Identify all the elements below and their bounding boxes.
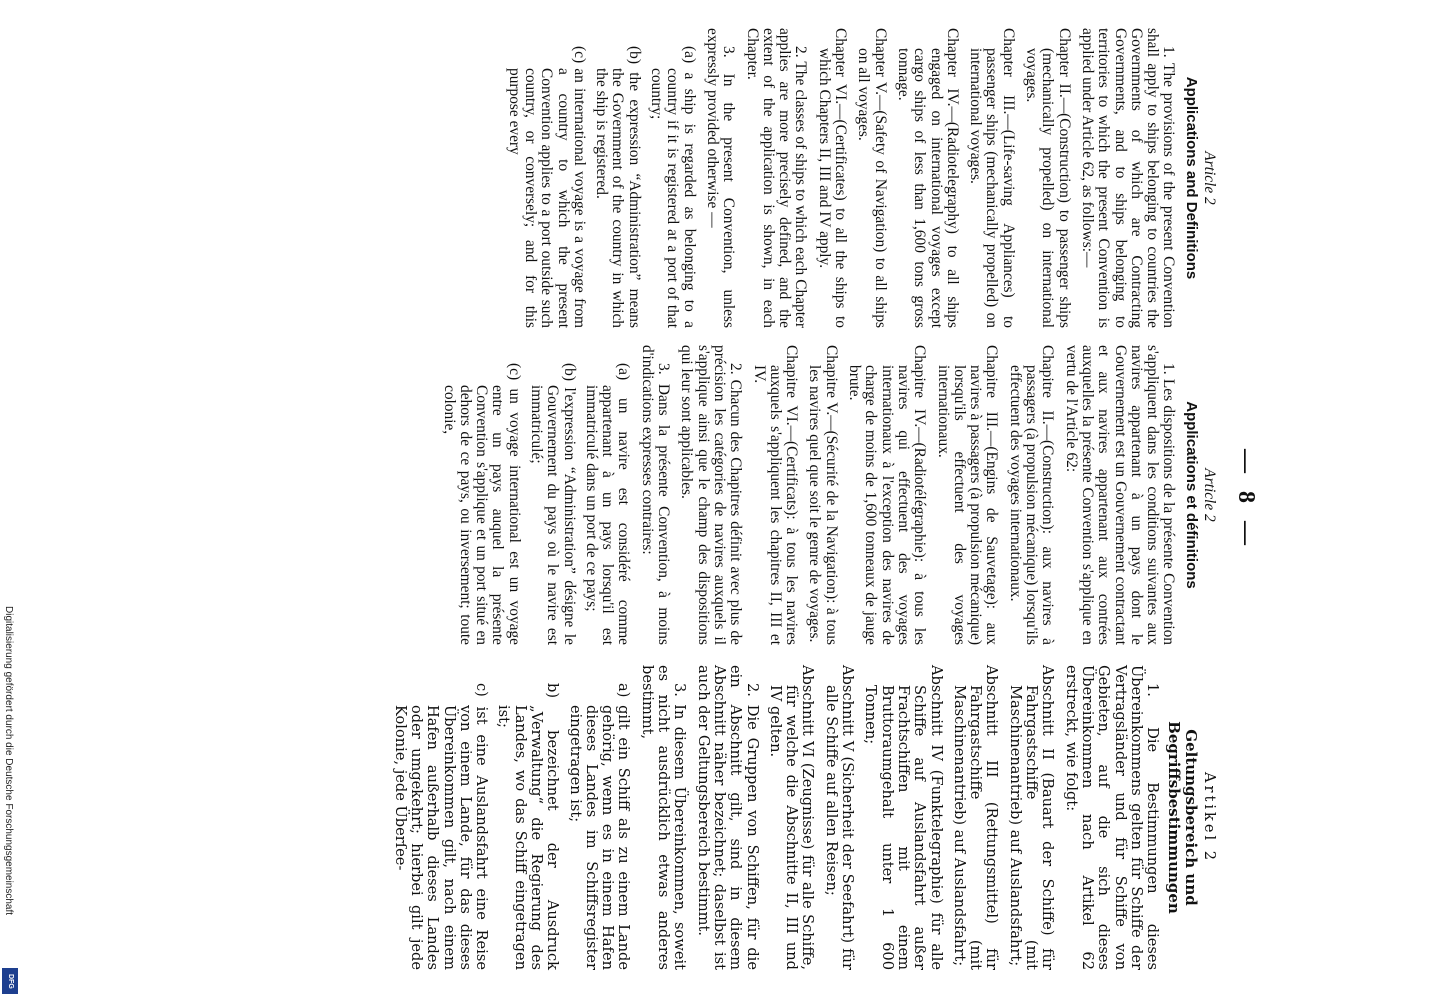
fr-item-b: (b) l'expression “Administration” désigne le Gouvernement du pays où le navire est immatriculé;	[528, 363, 578, 645]
en-item-b: (b) the expression “Administration” means the Government of the country in which the ship is registered.	[593, 46, 643, 328]
dfg-logo: DFG	[2, 968, 18, 994]
fr-item-a: (a) un navire est considéré comme appartenant à un pays lorsqu'il est immatriculé dans un port de ce pays;	[582, 363, 633, 645]
en-item-c: (c) an international voyage is a voyage from a country to which the present Convention applies to a port outside such country, or conversely; and for this purpose every	[505, 46, 588, 328]
page-number: — 8 —	[1233, 449, 1259, 551]
en-chapter-2: Chapter II.—(Construction) to passenger ships (mechanically propelled) on international voyages.	[1023, 28, 1073, 328]
fr-paragraph-1: 1. Les dispositions de la présente Convention s'appliquent dans les conditions suivantes aux navires appartenant à un pays dont le Gouvernement est un Gouvernement contractant et aux navires appartenant aux contrées auxquelles la présente Convention s'applique en vertu de l'Article 62:	[1062, 345, 1178, 645]
german-column	[385, 665, 1217, 970]
rotated-page-content	[167, 0, 1267, 1000]
fr-chapter-5: Chapitre V.—(Sécurité de la Navigation): à tous les navires quel que soit le genre de voyages.	[806, 345, 840, 645]
english-column	[499, 28, 1217, 328]
digitization-credit	[2, 606, 20, 996]
de-article-title: Artikel 2	[1201, 771, 1218, 864]
fr-paragraph-2: 2. Chacun des Chapitres définit avec plus de précision les catégories de navires auxquels il s'applique ainsi que le champ des dispositions qui leur sont applicables.	[678, 345, 745, 645]
de-paragraph-1: 1. Die Bestimmungen dieses Übereinkommens gelten für Schiffe der Vertragsländer und für Schiffe von Gebieten, auf die sich dieses Übereinkommen nach Artikel 62 erstreckt, wie folgt:	[1062, 665, 1162, 970]
de-item-b: b) bezeichnet der Ausdruck „Verwaltung“ die Regierung des Landes, wo das Schiff eingetragen ist;	[495, 683, 562, 970]
fr-chapter-3: Chapitre III.—(Engins de Sauvetage): aux navires à passagers (à propulsion mécanique) lorsqu'ils effectuent des voyages internationaux.	[934, 345, 1001, 645]
de-chapter-3: Abschnitt III (Rettungsmittel) für Fahrgastschiffe (mit Maschinenantrieb) auf Auslandsfahrt;	[950, 665, 1001, 970]
en-item-a: (a) a ship is regarded as belonging to a country if it is registered at a port of that country;	[648, 46, 698, 328]
en-paragraph-1: 1. The provisions of the present Convention shall apply to ships belonging to countries the Governments of which are Contracting Governments, and to ships belonging to territories to which the present Convention is applied under Article 62, as follows:—	[1078, 28, 1178, 328]
en-chapter-5: Chapter V.—(Safety of Navigation) to all ships on all voyages.	[855, 28, 889, 328]
de-item-a: a) gilt ein Schiff als zu einem Lande gehörig, wenn es in einem Hafen dieses Landes im Schiffsregister eingetragen ist;	[566, 683, 633, 970]
de-paragraph-3: 3. In diesem Übereinkommen, soweit es nicht ausdrücklich etwas anderes bestimmt,	[638, 665, 689, 970]
en-heading: Applications and Definitions	[1182, 76, 1200, 280]
de-paragraph-2: 2. Die Gruppen von Schiffen, für die ein Abschnitt gilt, sind in diesem Abschnitt näher bezeichnet; daselbst ist auch der Geltungsbereich bestimmt.	[694, 665, 761, 970]
de-chapter-5: Abschnitt V (Sicherheit der Seefahrt) für alle Schiffe auf allen Reisen;	[822, 665, 857, 970]
en-article-title: Article 2	[1201, 151, 1218, 205]
fr-chapter-2: Chapitre II.—(Construction): aux navires à passagers (à propulsion mécanique) lorsqu'ils effectuent des voyages internationaux.	[1006, 345, 1057, 645]
fr-item-c: (c) un voyage international est un voyage entre un pays auquel la présente Convention s'applique et un port situé en dehors de ce pays, ou inversement; toute colonie,	[440, 363, 523, 645]
en-chapter-6: Chapter VI.—(Certificates) to all the ships to which Chapters II, III and IV apply.	[815, 28, 850, 328]
fr-heading: Applications et définitions	[1182, 401, 1200, 589]
en-paragraph-3: 3. In the present Convention, unless expressly provided otherwise —	[703, 28, 738, 328]
en-chapter-3: Chapter III.—(Life-saving Appliances) to passenger ships (mechanically propelled) on international voyages.	[967, 28, 1017, 328]
de-chapter-6: Abschnitt VI (Zeugnisse) für alle Schiffe, für welche die Abschnitte II, III und IV gelten.	[766, 665, 817, 970]
de-heading: Geltungsbereich und Begriffsbestimmungen	[1165, 721, 1200, 914]
en-paragraph-2: 2. The classes of ships to which each Chapter applies are more precisely defined, and the extent of the application is shown, in each Chapter.	[743, 28, 810, 328]
fr-chapter-6: Chapitre VI.—(Certificats): à tous les navires auxquels s'appliquent les chapitres II, III et IV.	[750, 345, 801, 645]
fr-paragraph-3: 3. Dans la présente Convention, à moins d'indications expresses contraires:	[638, 345, 673, 645]
french-column	[434, 345, 1217, 645]
fr-chapter-4: Chapitre IV.—(Radiotélégraphie): à tous les navires qui effectuent des voyages internationaux à l'exception des navires de charge de moins de 1,600 tonneaux de jauge brute.	[846, 345, 929, 645]
de-chapter-2: Abschnitt II (Bauart der Schiffe) für Fahrgastschiffe (mit Maschinenantrieb) auf Auslandsfahrt;	[1006, 665, 1057, 970]
de-chapter-4: Abschnitt IV (Funktelegraphie) für alle Schiffe auf Auslandsfahrt außer Frachtschiffen mit einem Bruttoraumgehalt unter 1 600 Tonnen;	[862, 665, 945, 970]
de-item-c: c) ist eine Auslandsfahrt eine Reise von einem Lande, für das dieses Übereinkommen gilt, nach einem Hafen außerhalb dieses Landes oder umgekehrt; hierbei gilt jede Kolonie, jede Überſee-	[391, 683, 491, 970]
en-chapter-4: Chapter IV.—(Radiotelegraphy) to all ships engaged on international voyages except cargo ships of less than 1,600 tons gross tonnage.	[894, 28, 961, 328]
credit-text: Digitalisierung gefördert durch die Deutsche Forschungsgemeinschaft	[3, 606, 14, 916]
fr-article-title: Article 2	[1201, 468, 1218, 522]
